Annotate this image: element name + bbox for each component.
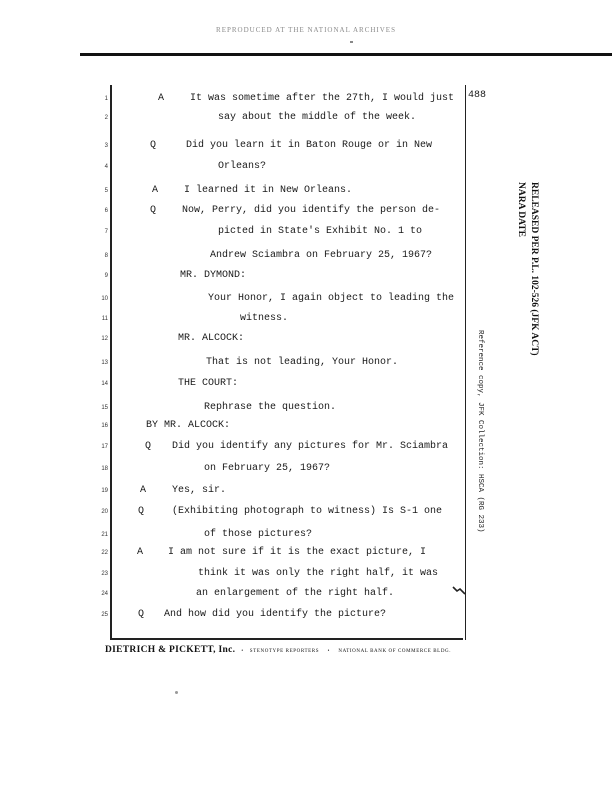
margin-dot xyxy=(175,691,178,694)
line-text: picted in State's Exhibit No. 1 to xyxy=(218,226,423,237)
transcript-line xyxy=(0,357,612,377)
line-number: 10 xyxy=(101,296,108,302)
transcript-line xyxy=(0,441,612,461)
line-number: 18 xyxy=(101,466,108,472)
footer-bullet: • xyxy=(327,649,330,654)
frame-bottom-rule xyxy=(110,638,463,640)
speaker-label: A xyxy=(140,485,147,496)
header-mark xyxy=(350,41,353,43)
transcript-line xyxy=(0,140,612,160)
line-text: Orleans? xyxy=(218,161,267,172)
line-text: It was sometime after the 27th, I would just xyxy=(190,93,455,104)
transcript-line xyxy=(0,420,612,440)
transcript-line xyxy=(0,402,612,422)
margin-scribble-icon xyxy=(452,585,466,595)
line-text: THE COURT: xyxy=(178,378,239,389)
line-text: Your Honor, I again object to leading the xyxy=(208,293,455,304)
line-text: MR. ALCOCK: xyxy=(178,333,245,344)
line-text: MR. DYMOND: xyxy=(180,270,247,281)
line-number: 19 xyxy=(101,488,108,494)
line-number: 15 xyxy=(101,405,108,411)
transcript-line xyxy=(0,485,612,505)
speaker-label: A xyxy=(152,185,159,196)
line-number: 8 xyxy=(104,253,108,259)
transcript-line xyxy=(0,568,612,588)
line-text: witness. xyxy=(240,313,289,324)
line-number: 20 xyxy=(101,509,108,515)
top-rule xyxy=(80,53,612,56)
line-number: 22 xyxy=(101,550,108,556)
transcript-line xyxy=(0,588,612,608)
line-text: an enlargement of the right half. xyxy=(196,588,395,599)
line-number: 25 xyxy=(101,612,108,618)
transcript-line xyxy=(0,93,612,113)
speaker-label: Q xyxy=(138,506,145,517)
line-text: Rephrase the question. xyxy=(204,402,337,413)
line-number: 6 xyxy=(104,208,108,214)
line-number: 12 xyxy=(101,336,108,342)
line-number: 11 xyxy=(101,316,108,322)
release-stamp-line1: RELEASED PER P.L. 102-526 (JFK ACT) xyxy=(529,182,539,356)
line-number: 16 xyxy=(101,423,108,429)
line-number: 9 xyxy=(104,273,108,279)
speaker-label: A xyxy=(137,547,144,558)
transcript-line xyxy=(0,112,612,132)
line-text: Did you identify any pictures for Mr. Sciambra xyxy=(172,441,449,452)
release-stamp xyxy=(514,182,540,356)
speaker-label: A xyxy=(158,93,165,104)
speaker-label: Q xyxy=(150,205,157,216)
transcript-line xyxy=(0,529,612,549)
line-number: 13 xyxy=(101,360,108,366)
line-number: 2 xyxy=(104,115,108,121)
line-text: of those pictures? xyxy=(204,529,313,540)
transcript-line xyxy=(0,506,612,526)
line-number: 1 xyxy=(104,96,108,102)
line-text: (Exhibiting photograph to witness) Is S-1 one xyxy=(172,506,443,517)
reference-copy-note: Reference copy, JFK Collection: HSCA (RG 233) xyxy=(476,330,484,533)
line-text: Andrew Sciambra on February 25, 1967? xyxy=(210,250,433,261)
line-text: That is not leading, Your Honor. xyxy=(206,357,399,368)
archive-stamp: REPRODUCED AT THE NATIONAL ARCHIVES xyxy=(216,26,396,34)
speaker-label: Q xyxy=(138,609,145,620)
line-text: say about the middle of the week. xyxy=(218,112,417,123)
footer-firm: DIETRICH & PICKETT, Inc. xyxy=(105,645,236,655)
line-number: 17 xyxy=(101,444,108,450)
line-text: Did you learn it in Baton Rouge or in New xyxy=(186,140,433,151)
line-number: 4 xyxy=(104,164,108,170)
transcript-line xyxy=(0,378,612,398)
line-text: BY MR. ALCOCK: xyxy=(146,420,231,431)
line-number: 24 xyxy=(101,591,108,597)
footer: DIETRICH & PICKETT, Inc. • STENOTYPE REPORTERS • NATIONAL BANK OF COMMERCE BLDG. xyxy=(105,645,452,655)
speaker-label: Q xyxy=(150,140,157,151)
line-number: 21 xyxy=(101,532,108,538)
transcript-line xyxy=(0,463,612,483)
line-text: on February 25, 1967? xyxy=(204,463,331,474)
line-text: Now, Perry, did you identify the person de- xyxy=(182,205,441,216)
line-text: And how did you identify the picture? xyxy=(164,609,387,620)
line-number: 7 xyxy=(104,229,108,235)
line-number: 14 xyxy=(101,381,108,387)
line-text: I am not sure if it is the exact picture, I xyxy=(168,547,427,558)
line-text: think it was only the right half, it was xyxy=(198,568,439,579)
page-number: 488 xyxy=(468,90,487,101)
release-stamp-line2: NARA DATE xyxy=(516,182,526,237)
line-text: I learned it in New Orleans. xyxy=(184,185,353,196)
line-number: 23 xyxy=(101,571,108,577)
transcript-line xyxy=(0,161,612,181)
footer-reporters: STENOTYPE REPORTERS xyxy=(249,649,320,654)
speaker-label: Q xyxy=(145,441,152,452)
transcript-line xyxy=(0,547,612,567)
line-number: 3 xyxy=(104,143,108,149)
line-text: Yes, sir. xyxy=(172,485,227,496)
line-number: 5 xyxy=(104,188,108,194)
footer-building: NATIONAL BANK OF COMMERCE BLDG. xyxy=(338,649,452,654)
transcript-line xyxy=(0,609,612,629)
